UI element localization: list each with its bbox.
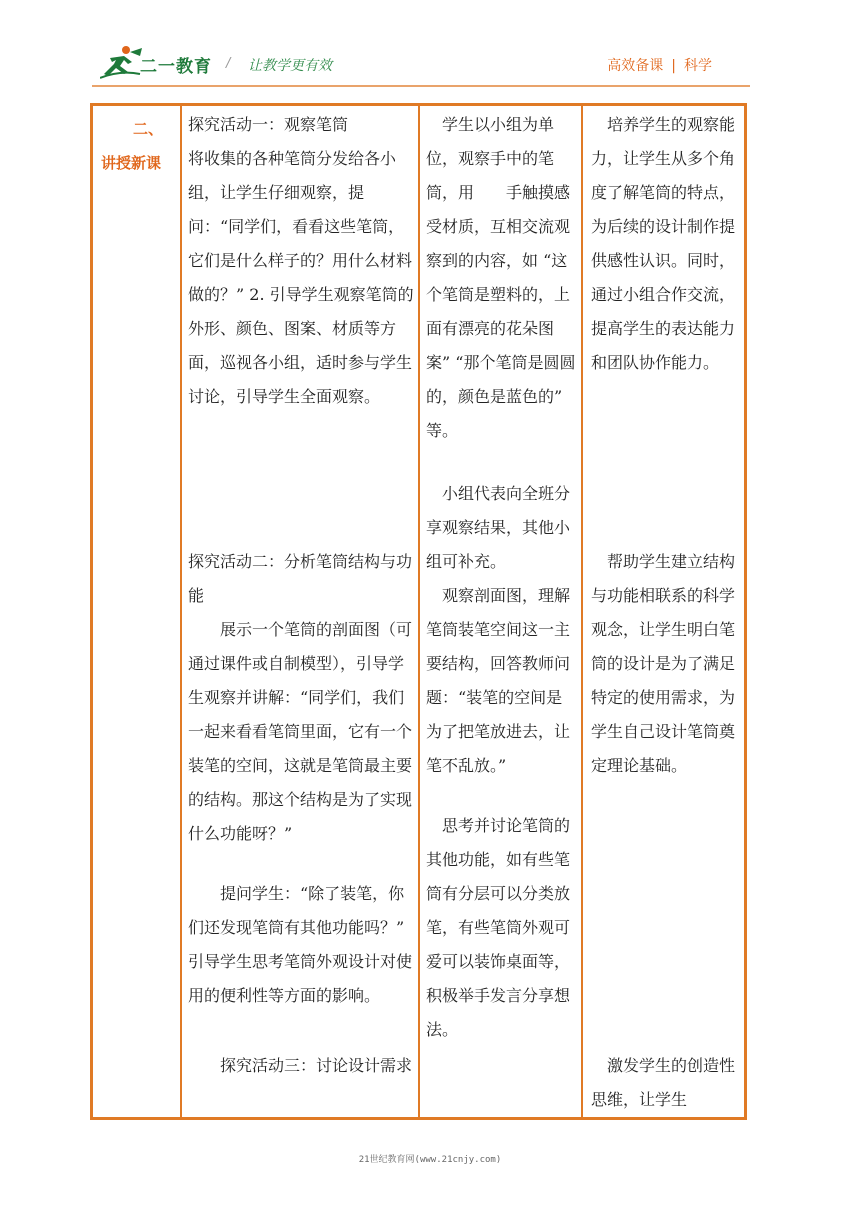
- running-man-logo-icon: [100, 44, 144, 80]
- lesson-table: [90, 103, 747, 1120]
- teacher-activity-column: [182, 106, 420, 1117]
- slogan-divider: /: [226, 56, 231, 71]
- page-header: [0, 0, 860, 90]
- student-activity-3: 观察剖面图，理解笔筒装笔空间这一主要结构，回答教师问题：“装笔的空间是为了把笔放进去，让笔不乱放。”: [426, 586, 571, 775]
- header-divider: [92, 85, 750, 87]
- stage-number: 二、: [133, 120, 164, 138]
- header-category: [607, 55, 712, 75]
- design-intent-column: [583, 106, 744, 1117]
- stage-column: [93, 106, 182, 1117]
- subject-label: 科学: [684, 58, 712, 74]
- logo-text: 二一教育: [140, 57, 212, 77]
- student-activity-column: [420, 106, 583, 1117]
- logo: [100, 44, 220, 84]
- page-footer: 21世纪教育网(www.21cnjy.com): [358, 1155, 502, 1165]
- teacher-activity-2-question: 提问学生：“除了装笔，你们还发现笔筒有其他功能吗？” 引导学生思考笔筒外观设计对使用的便利性等方面的影响。: [188, 884, 413, 1005]
- student-activity-4: 思考并讨论笔筒的其他功能，如有些笔筒有分层可以分类放笔，有些笔筒外观可爱可以装饰桌面等，积极举手发言分享想法。: [426, 816, 571, 1039]
- student-activity-2: 小组代表向全班分享观察结果，其他小组可补充。: [426, 484, 571, 571]
- design-intent-2: 帮助学生建立结构与功能相联系的科学观念，让学生明白笔筒的设计是为了满足特定的使用需求，为学生自己设计笔筒奠定理论基础。: [591, 552, 736, 775]
- category-separator: |: [671, 58, 676, 74]
- category-label: 高效备课: [607, 58, 664, 74]
- slogan: 让教学更有效: [248, 58, 332, 74]
- teacher-activity-1: 探究活动一：观察笔筒 将收集的各种笔筒分发给各小组，让学生仔细观察，提问：“同学们，看看这些笔筒，它们是什么样子的？用什么材料做的？” 2. 引导学生观察笔筒的外形、颜色、图案、材质等方面，巡视各小组，适时参与学生讨论，引导学生全面观察。: [188, 115, 414, 406]
- stage-title: 讲授新课: [101, 154, 162, 172]
- design-intent-1: 培养学生的观察能力，让学生从多个角度了解笔筒的特点，为后续的设计制作提供感性认识。同时，通过小组合作交流，提高学生的表达能力和团队协作能力。: [591, 115, 736, 372]
- teacher-activity-3-title: 探究活动三：讨论设计需求: [188, 1056, 413, 1075]
- design-intent-3: 激发学生的创造性思维，让学生: [591, 1056, 736, 1109]
- student-activity-1: 学生以小组为单位，观察手中的笔筒，用 手触摸感受材质，互相交流观察到的内容，如 “这个笔筒是塑料的，上面有漂亮的花朵图案” “那个笔筒是圆圆的，颜色是蓝色的” 等。: [426, 115, 576, 440]
- teacher-activity-2-body: 展示一个笔筒的剖面图（可通过课件或自制模型），引导学生观察并讲解：“同学们，我们一起来看看笔筒里面，它有一个装笔的空间，这就是笔筒最主要的结构。那这个结构是为了实现什么功能呀？”: [188, 620, 413, 843]
- teacher-activity-2-title: 探究活动二：分析笔筒结构与功能: [188, 552, 413, 605]
